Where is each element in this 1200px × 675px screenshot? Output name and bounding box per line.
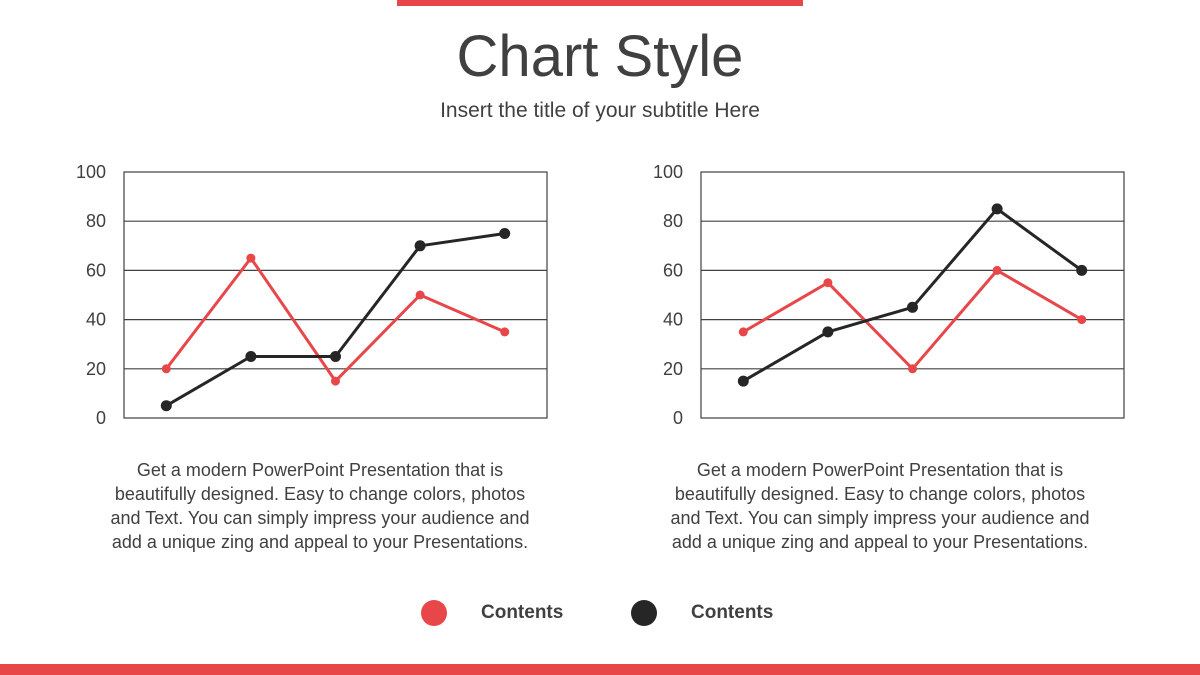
data-point-series-1 <box>1077 315 1086 324</box>
y-tick-label: 20 <box>662 358 683 379</box>
plot-frame <box>701 172 1124 418</box>
y-tick-label: 60 <box>85 260 106 281</box>
legend-label: Contents <box>481 602 564 623</box>
data-point-series-1 <box>823 278 832 287</box>
data-point-series-1 <box>246 254 255 263</box>
legend-black-dot-icon <box>631 600 657 626</box>
y-tick-label: 60 <box>662 260 683 281</box>
data-point-series-1 <box>331 377 340 386</box>
page-subtitle: Insert the title of your subtitle Here <box>440 99 760 122</box>
data-point-series-1 <box>500 327 509 336</box>
y-tick-label: 100 <box>75 162 106 182</box>
description-right: Get a modern PowerPoint Presentation that is beautifully designed. Easy to change colors, photos and Text. You can simply impress your audience and add a unique zing and appeal to your Presentations. <box>670 460 1090 552</box>
legend-red-dot-icon <box>421 600 447 626</box>
data-point-series-2 <box>499 228 510 239</box>
data-point-series-2 <box>161 400 172 411</box>
top-accent-bar <box>397 0 803 6</box>
data-point-series-1 <box>908 364 917 373</box>
data-point-series-1 <box>416 291 425 300</box>
y-tick-label: 40 <box>662 309 683 330</box>
bottom-accent-bar <box>0 664 1200 675</box>
y-tick-label: 80 <box>85 211 106 232</box>
data-point-series-1 <box>739 327 748 336</box>
data-point-series-2 <box>1076 265 1087 276</box>
y-tick-label: 20 <box>85 358 106 379</box>
line-chart-left <box>60 160 560 435</box>
data-point-series-2 <box>415 240 426 251</box>
data-point-series-2 <box>245 351 256 362</box>
data-point-series-2 <box>822 326 833 337</box>
data-point-series-1 <box>162 364 171 373</box>
y-tick-label: 100 <box>652 162 683 182</box>
data-point-series-2 <box>992 203 1003 214</box>
legend-label: Contents <box>691 602 774 623</box>
data-point-series-1 <box>993 266 1002 275</box>
y-tick-label: 40 <box>85 309 106 330</box>
description-left: Get a modern PowerPoint Presentation that is beautifully designed. Easy to change colors, photos and Text. You can simply impress your audience and add a unique zing and appeal to your Presentations. <box>110 460 530 552</box>
data-point-series-2 <box>330 351 341 362</box>
data-point-series-2 <box>907 302 918 313</box>
series-line-2 <box>743 209 1081 381</box>
line-chart-right <box>637 160 1137 435</box>
data-point-series-2 <box>738 376 749 387</box>
legend-item-black <box>631 598 773 628</box>
y-tick-label: 0 <box>95 408 106 428</box>
page-title: Chart Style <box>456 24 744 89</box>
legend-item-red <box>421 598 563 628</box>
y-tick-label: 0 <box>672 408 683 428</box>
y-tick-label: 80 <box>662 211 683 232</box>
